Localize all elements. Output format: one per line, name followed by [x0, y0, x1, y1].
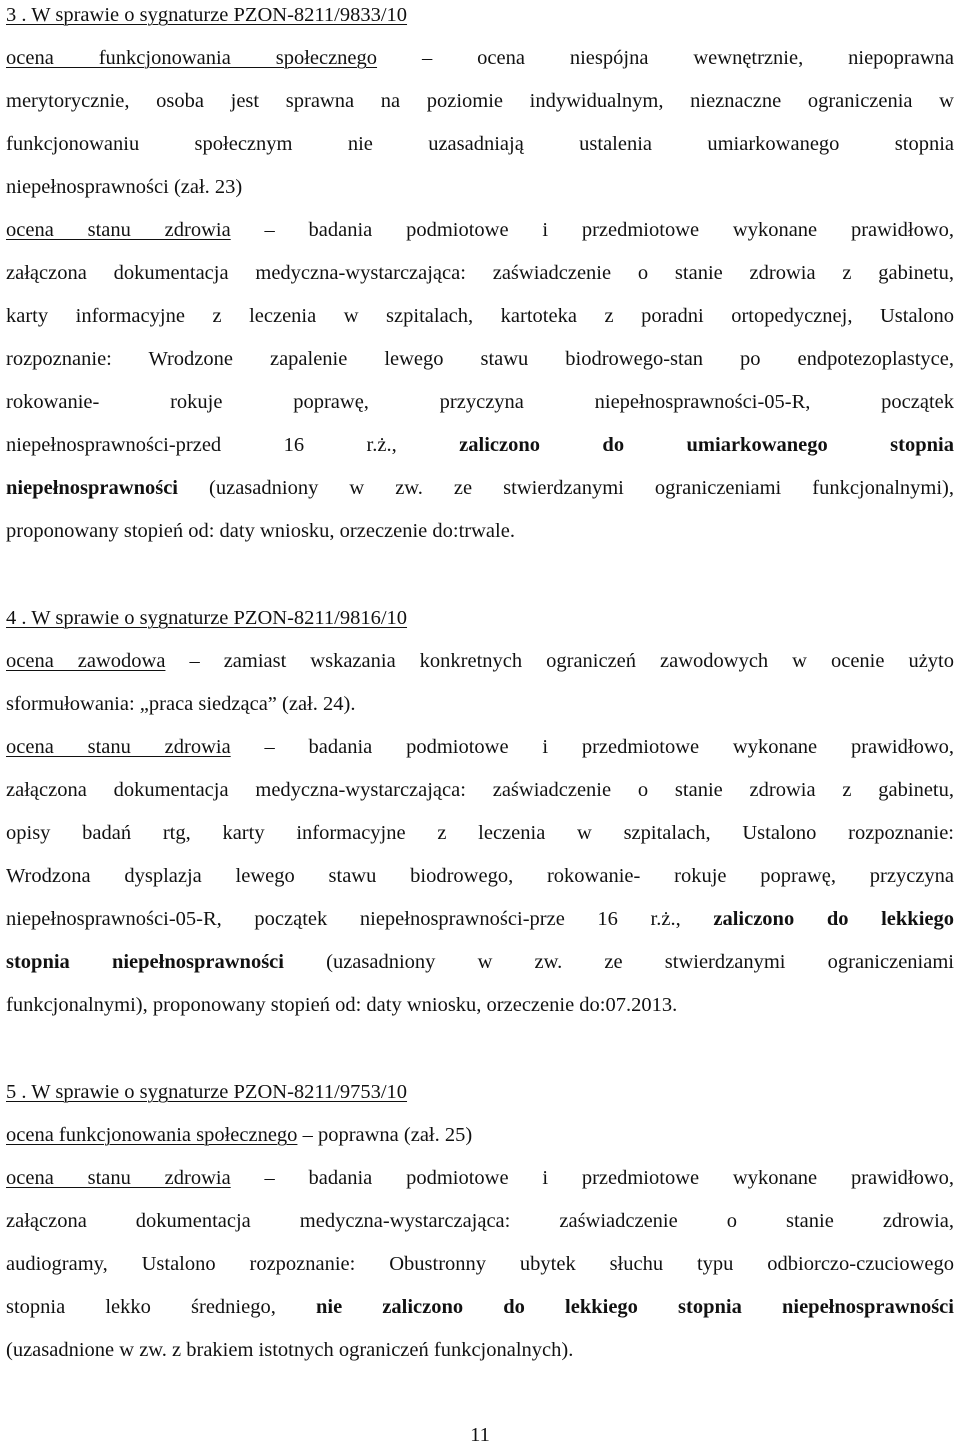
bold-text: zaliczono do lekkiego	[713, 908, 954, 930]
underlined-label: ocena funkcjonowania społecznego	[6, 1124, 298, 1146]
heading-text: 4 . W sprawie o sygnaturze PZON-8211/9816/10	[6, 607, 408, 629]
line-text: – badania podmiotowe i przedmiotowe wykonane prawidłowo,	[230, 736, 954, 758]
line-text: – zamiast wskazania konkretnych ograniczeń zawodowych w ocenie użyto	[165, 650, 955, 672]
s5-line-7	[6, 1337, 954, 1363]
s3-line-12	[6, 475, 954, 501]
s3-line-2	[6, 45, 954, 71]
line-text: – badania podmiotowe i przedmiotowe wykonane prawidłowo,	[230, 1167, 954, 1189]
line-text: załączona dokumentacja medyczna-wystarczająca: zaświadczenie o stanie zdrowia z gabinetu,	[6, 262, 954, 284]
s4-line-9	[6, 949, 954, 975]
s4-line-5	[6, 777, 954, 803]
s3-line-11	[6, 432, 954, 458]
s5-line-6	[6, 1294, 954, 1320]
line-text: Wrodzona dysplazja lewego stawu biodrowego, rokowanie- rokuje poprawę, przyczyna	[6, 865, 954, 887]
s3-line-4	[6, 131, 954, 157]
line-text: niepełnosprawności-05-R, początek niepełnosprawności-prze 16 r.ż.,	[6, 908, 714, 930]
line-text: rokowanie- rokuje poprawę, przyczyna niepełnosprawności-05-R, początek	[6, 391, 954, 413]
s3-line-3	[6, 88, 954, 114]
line-text: funkcjonowaniu społecznym nie uzasadniają ustalenia umiarkowanego stopnia	[6, 133, 954, 155]
s3-line-7	[6, 260, 954, 286]
line-text: opisy badań rtg, karty informacyjne z leczenia w szpitalach, Ustalono rozpoznanie:	[6, 822, 954, 844]
section-4-heading	[6, 605, 954, 631]
s5-line-5	[6, 1251, 954, 1277]
heading-text: 5 . W sprawie o sygnaturze PZON-8211/9753/10	[6, 1081, 408, 1103]
line-text: – poprawna (zał. 25)	[297, 1124, 473, 1146]
line-text: (uzasadniony w zw. ze stwierdzanymi ograniczeniami funkcjonalnymi),	[178, 477, 954, 499]
heading-text: 3 . W sprawie o sygnaturze PZON-8211/9833/10	[6, 4, 408, 26]
line-text: załączona dokumentacja medyczna-wystarczająca: zaświadczenie o stanie zdrowia,	[6, 1210, 954, 1232]
s4-line-7	[6, 863, 954, 889]
underlined-label: ocena funkcjonowania społecznego	[6, 47, 378, 69]
bold-text: niepełnosprawności	[6, 477, 178, 499]
line-text: audiogramy, Ustalono rozpoznanie: Obustronny ubytek słuchu typu odbiorczo-czuciowego	[6, 1253, 954, 1275]
line-text: niepełnosprawności (zał. 23)	[6, 176, 243, 198]
s5-line-3	[6, 1165, 954, 1191]
line-text: stopnia lekko średniego,	[6, 1296, 316, 1318]
underlined-label: ocena zawodowa	[6, 650, 166, 672]
bold-text: stopnia niepełnosprawności	[6, 951, 284, 973]
s4-line-3	[6, 691, 954, 717]
s3-line-5	[6, 174, 954, 200]
line-text: merytorycznie, osoba jest sprawna na poziomie indywidualnym, nieznaczne ograniczenia w	[6, 90, 954, 112]
s3-line-9	[6, 346, 954, 372]
s4-line-8	[6, 906, 954, 932]
bold-text: nie zaliczono do lekkiego stopnia niepełnosprawności	[315, 1296, 954, 1318]
line-text: – ocena niespójna wewnętrznie, niepoprawna	[377, 47, 955, 69]
s5-line-2	[6, 1122, 954, 1148]
section-3-heading	[6, 2, 954, 28]
line-text: rozpoznanie: Wrodzone zapalenie lewego stawu biodrowego-stan po endpotezoplastyce,	[6, 348, 954, 370]
line-text: – badania podmiotowe i przedmiotowe wykonane prawidłowo,	[230, 219, 954, 241]
line-text: proponowany stopień od: daty wniosku, orzeczenie do:trwale.	[6, 520, 515, 542]
s4-line-6	[6, 820, 954, 846]
line-text: (uzasadnione w zw. z brakiem istotnych ograniczeń funkcjonalnych).	[6, 1339, 574, 1361]
page-number: 11	[470, 1424, 490, 1446]
bold-text: zaliczono do umiarkowanego stopnia	[459, 434, 954, 456]
s4-line-2	[6, 648, 954, 674]
underlined-label: ocena stanu zdrowia	[6, 736, 231, 758]
s4-line-10	[6, 992, 954, 1018]
line-text: niepełnosprawności-przed 16 r.ż.,	[6, 434, 460, 456]
section-5-heading	[6, 1079, 954, 1105]
line-text: funkcjonalnymi), proponowany stopień od: daty wniosku, orzeczenie do:07.2013.	[6, 994, 678, 1016]
line-text: sformułowania: „praca siedząca” (zał. 24).	[6, 693, 356, 715]
line-text: (uzasadniony w zw. ze stwierdzanymi ograniczeniami	[283, 951, 954, 973]
line-text: karty informacyjne z leczenia w szpitalach, kartoteka z poradni ortopedycznej, Ustalono	[6, 305, 954, 327]
s3-line-13	[6, 518, 954, 544]
s3-line-10	[6, 389, 954, 415]
s5-line-4	[6, 1208, 954, 1234]
underlined-label: ocena stanu zdrowia	[6, 219, 231, 241]
s3-line-8	[6, 303, 954, 329]
line-text: załączona dokumentacja medyczna-wystarczająca: zaświadczenie o stanie zdrowia z gabinetu,	[6, 779, 954, 801]
s4-line-4	[6, 734, 954, 760]
s3-line-6	[6, 217, 954, 243]
underlined-label: ocena stanu zdrowia	[6, 1167, 231, 1189]
